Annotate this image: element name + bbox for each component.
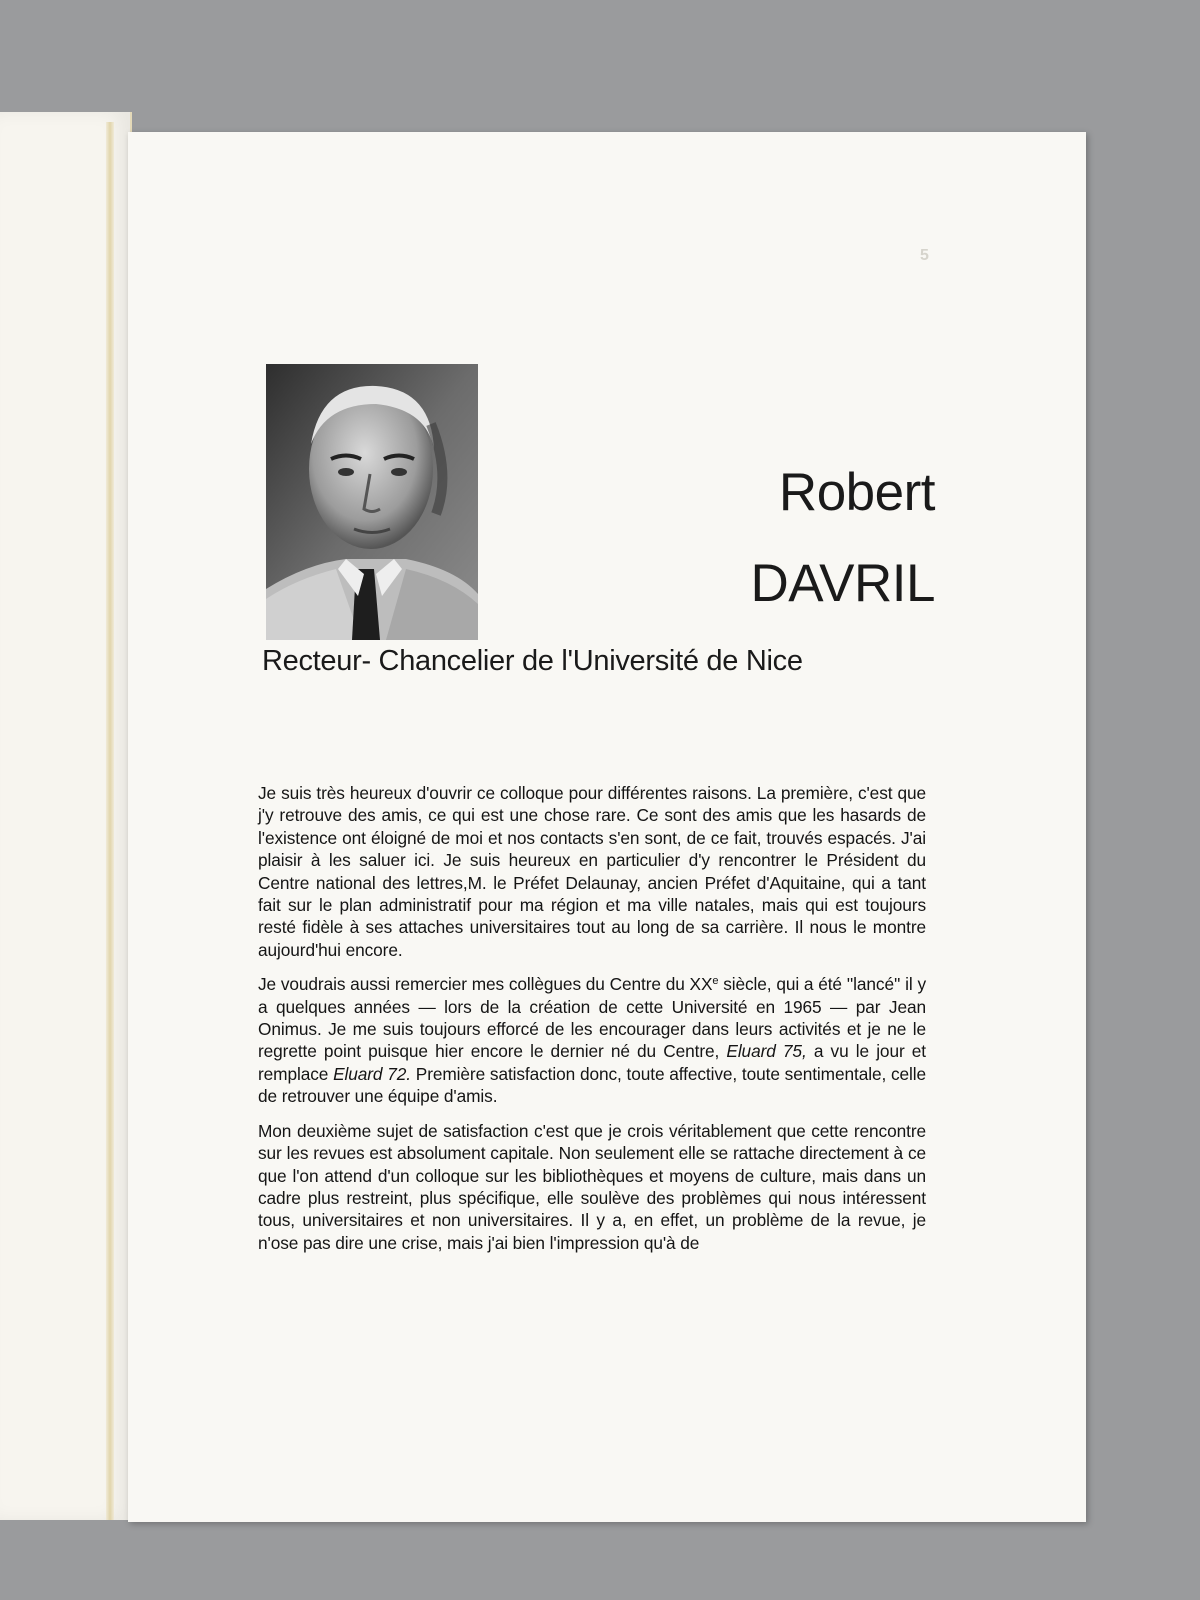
publication-title-eluard-75: Eluard 75, xyxy=(726,1041,807,1062)
paragraph-2 xyxy=(258,973,926,1107)
author-last-name: DAVRIL xyxy=(750,554,935,613)
article-body xyxy=(258,782,926,1266)
paragraph-2-text-a: Je voudrais aussi remercier mes collègues du Centre du XX xyxy=(258,974,713,995)
paragraph-1: Je suis très heureux d'ouvrir ce colloque pour différentes raisons. La première, c'est que j'y retrouve des amis, ce qui est une chose rare. Ce sont des amis que les hasards de l'existence ont éloigné de moi et nos contacts s'en sont, de ce fait, trouvés espacés. J'ai plaisir à les saluer ici. Je suis heureux en particulier d'y rencontrer le Président du Centre national des lettres,M. le Préfet Delaunay, ancien Préfet d'Aquitaine, qui a tant fait sur le plan administratif pour ma région et ma ville natales, mais qui est toujours resté fidèle à ses attaches universitaires tout au long de sa carrière. Il nous le montre aujourd'hui encore. xyxy=(258,783,926,960)
author-first-name: Robert xyxy=(778,463,935,522)
page-number: 5 xyxy=(920,247,929,264)
paragraph-2-text-d: Première satisfaction donc, toute affective, toute sentimentale, celle de retrouver une équipe d'amis. xyxy=(258,1063,927,1107)
century-superscript: e xyxy=(712,975,719,988)
author-title: Recteur- Chancelier de l'Université de Nice xyxy=(262,645,803,677)
paragraph-2-text-b: siècle, qui a été ''lancé'' il y a quelques années — lors de la création de cette Université en 1965 — par Jean Onimus. Je me suis toujours efforcé de les encourager dans leurs activités et je ne le regrette point puisque hier encore le dernier né du Centre, xyxy=(258,974,926,1062)
paragraph-2-text-c: a vu le jour et remplace xyxy=(258,1041,927,1084)
paragraph-3: Mon deuxième sujet de satisfaction c'est que je crois véritablement que cette rencontre sur les revues est absolument capitale. Non seulement elle se rattache directement à ce que l'on attend d'un colloque sur les bibliothèques et moyens de culture, mais dans un cadre plus restreint, plus spécifique, elle soulève des problèmes qui nous intéressent tous, universitaires et non universitaires. Il y a, en effet, un problème de la revue, je n'ose pas dire une crise, mais j'ai bien l'impression qu'à de xyxy=(258,1120,926,1253)
book-spine xyxy=(106,122,114,1520)
publication-title-eluard-72: Eluard 72. xyxy=(333,1063,411,1084)
portrait-photo-icon xyxy=(266,364,478,640)
